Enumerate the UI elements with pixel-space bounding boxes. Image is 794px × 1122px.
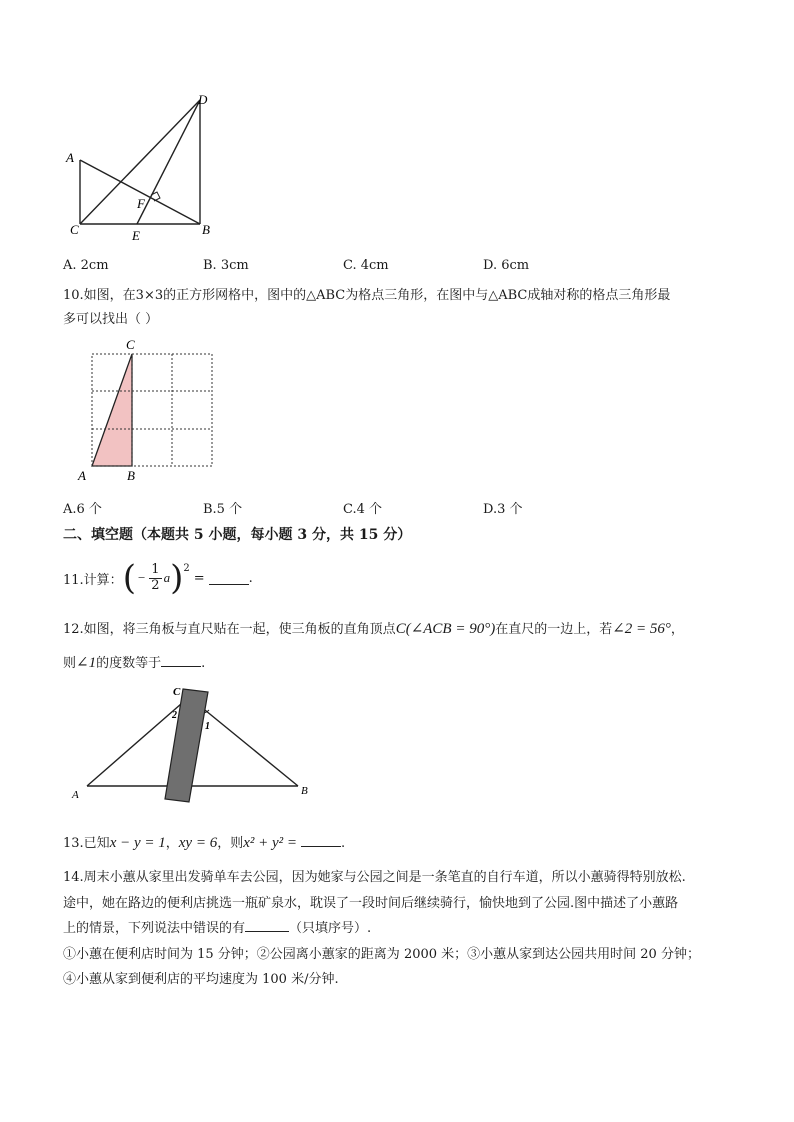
q14-line-5: ④小蕙从家到便利店的平均速度为 100 米/分钟. [63, 972, 339, 987]
q12-text-a: 12.如图，将三角板与直尺贴在一起，使三角板的直角顶点 [63, 622, 396, 637]
q9-option-b: B. 3cm [203, 258, 249, 273]
q11-variable: a [163, 570, 171, 585]
q14-answer-blank[interactable] [245, 919, 289, 932]
q14-text-b: （只填序号）. [289, 921, 372, 936]
q12-line-2 [63, 652, 205, 672]
q12-text-b: 在直尺的一边上，若 [495, 622, 613, 637]
q10-option-c: C.4 个 [343, 502, 383, 517]
label-2: 2 [172, 710, 177, 721]
q13 [63, 832, 345, 852]
label-B: B [127, 468, 135, 483]
q10-option-b: B.5 个 [203, 502, 243, 517]
q9-option-c: C. 4cm [343, 258, 389, 273]
q11-tail: . [248, 570, 253, 586]
figure-q12 [65, 684, 325, 804]
q11-denominator: 2 [151, 577, 160, 593]
q13-mid: ，则 [217, 836, 244, 851]
label-B: B [301, 785, 308, 797]
section-heading: 二、填空题（本题共 5 小题，每小题 3 分，共 15 分） [63, 527, 412, 543]
q12-angle1: ∠1 [76, 655, 97, 671]
q14-line-2: 途中，她在路边的便利店挑选一瓶矿泉水，耽误了一段时间后继续骑行，愉快地到了公园.图中描述了小蕙路 [63, 896, 679, 911]
q9-option-d: D. 6cm [483, 258, 530, 273]
q12-answer-blank[interactable] [161, 654, 201, 667]
figure-q9 [58, 88, 228, 246]
q13-eq1: x − y = 1 [109, 835, 166, 851]
q14-line-1: 14.周末小蕙从家里出发骑单车去公园，因为她家与公园之间是一条笔直的自行车道，所以小蕙骑得特别放松. [63, 870, 686, 885]
label-C: C [126, 337, 135, 352]
q13-tail: . [341, 836, 346, 851]
label-B: B [202, 222, 210, 237]
q12-angle2: ∠2 = 56° [612, 621, 671, 637]
q14-text-a: 上的情景，下列说法中错误的有 [63, 921, 246, 936]
q13-answer-blank[interactable] [301, 834, 341, 847]
q10-line-2: 多可以找出（ ） [63, 312, 159, 327]
q12-text-c: 则 [63, 656, 77, 671]
q12-line-1 [63, 618, 684, 638]
q10-line-1: 10.如图，在3×3的正方形网格中，图中的△ABC为格点三角形，在图中与△ABC成轴对称的格点三角形最 [63, 288, 671, 303]
q13-sep: ， [165, 836, 179, 851]
q13-prefix: 13.已知 [63, 836, 110, 851]
label-1: 1 [205, 721, 210, 732]
label-A: A [72, 789, 79, 801]
q12-text-end: ， [670, 622, 684, 637]
q11-expression: ( − $\frac{1}{2}$ a ) 2 = . [122, 558, 253, 598]
q11-prefix: 11.计算： [63, 572, 123, 588]
q12-text-e: . [201, 656, 206, 671]
q13-expr: x² + y² = [243, 835, 298, 851]
q14-line-4: ①小蕙在便利店时间为 15 分钟；②公园离小蕙家的距离为 2000 米；③小蕙从家到达公园共用时间 20 分钟； [63, 947, 700, 962]
q13-eq2: xy = 6 [178, 835, 218, 851]
label-F: F [137, 196, 145, 211]
label-D: D [198, 92, 208, 107]
q9-option-a: A. 2cm [63, 258, 109, 273]
q11-exponent: 2 [183, 563, 190, 574]
q11 [63, 556, 253, 600]
q10-option-d: D.3 个 [483, 502, 523, 517]
q12-text-d: 的度数等于 [96, 656, 162, 671]
label-E: E [132, 228, 140, 243]
label-C: C [173, 686, 181, 698]
label-A: A [78, 468, 86, 483]
q12-math-c: C(∠ACB = 90°) [395, 621, 496, 637]
q10-option-a: A.6 个 [63, 502, 102, 517]
q14-line-3 [63, 917, 371, 936]
q11-numerator: 1 [151, 562, 160, 578]
label-A: A [66, 150, 74, 165]
q11-answer-blank[interactable] [209, 572, 249, 585]
figure-q10 [70, 336, 230, 486]
label-C: C [70, 222, 79, 237]
